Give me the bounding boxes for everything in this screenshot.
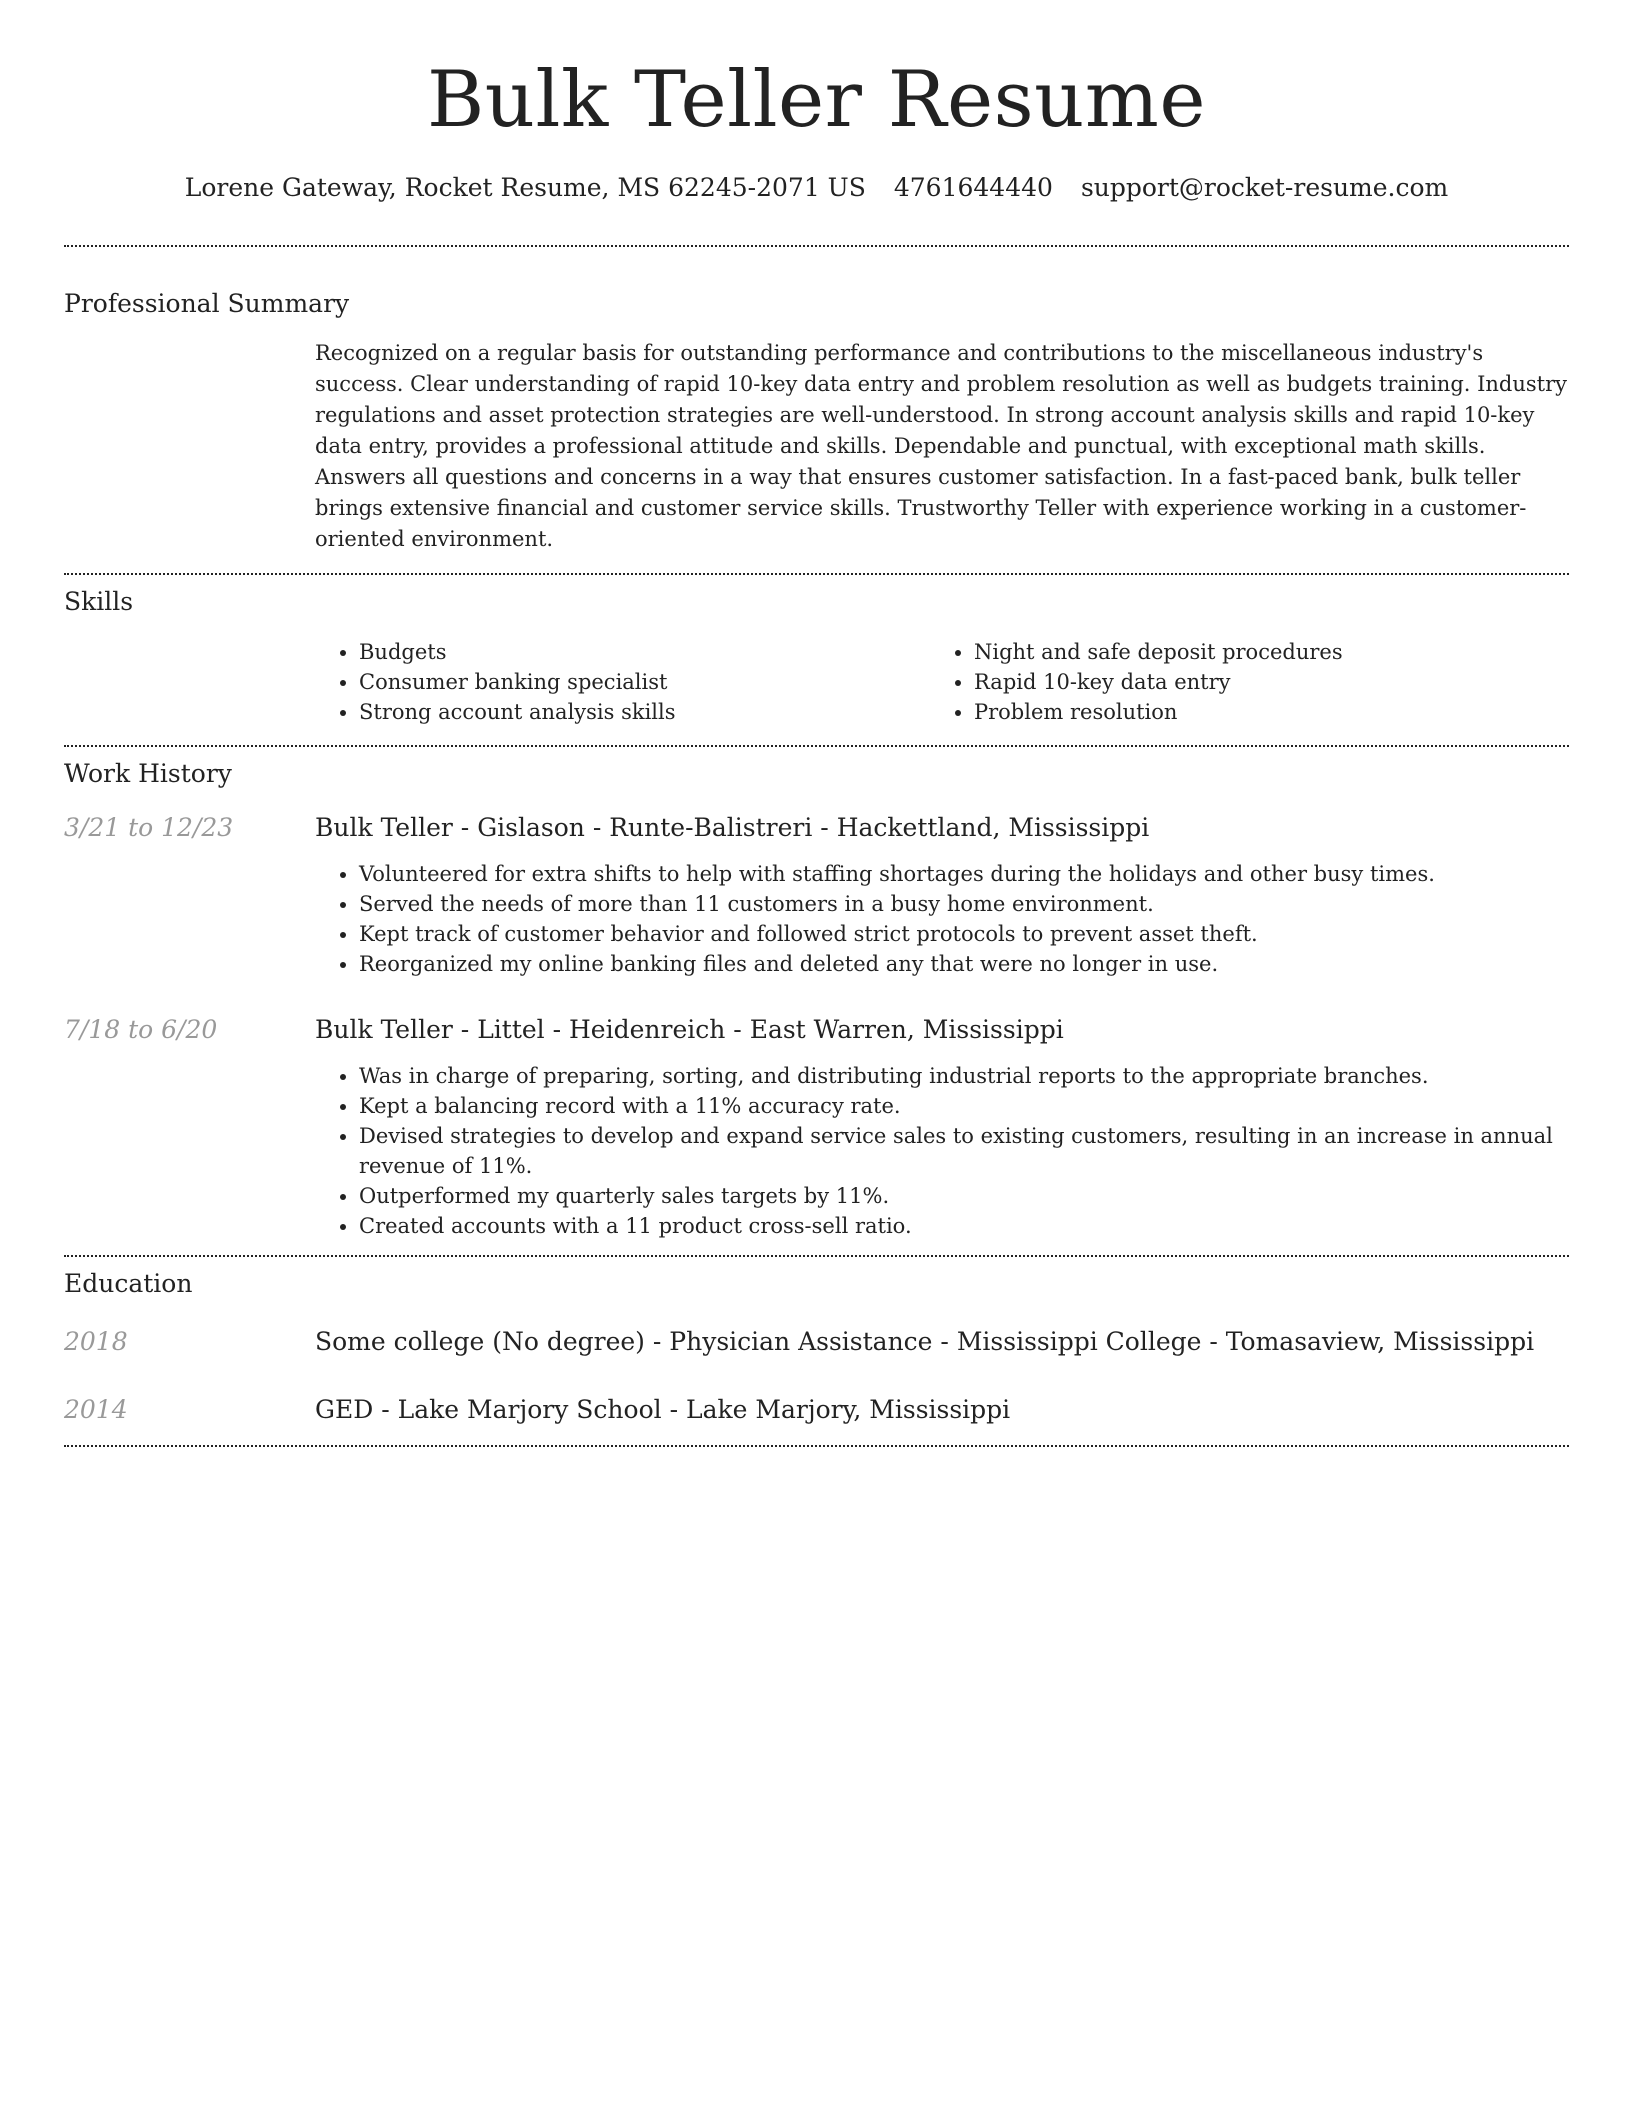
skill-item: • Night and safe deposit procedures [974, 637, 1343, 667]
education-section [64, 1267, 1569, 1427]
job-position: Bulk Teller [315, 1015, 453, 1044]
skill-item: • Rapid 10-key data entry [974, 667, 1343, 697]
job-position: Bulk Teller [315, 813, 453, 842]
section-divider [64, 573, 1569, 575]
skill-item: • Problem resolution [974, 697, 1343, 727]
work-section [64, 757, 1569, 1241]
education-location: Tomasaview, Mississippi [1225, 1327, 1535, 1356]
skills-section [64, 585, 1569, 727]
skills-title: Skills [64, 587, 134, 616]
job-location: East Warren, Mississippi [749, 1015, 1064, 1044]
education-degree: Some college (No degree) - Physician Assistance [315, 1327, 933, 1356]
education-location: Lake Marjory, Mississippi [685, 1395, 1011, 1424]
job-bullets [315, 1061, 1569, 1241]
job-details [315, 1013, 1569, 1241]
job-bullet: • Was in charge of preparing, sorting, and distributing industrial reports to the appropriate branches. [359, 1061, 1569, 1091]
job-bullet: • Kept a balancing record with a 11% accuracy rate. [359, 1091, 1569, 1121]
education-entry [64, 1393, 1569, 1427]
skill-item: • Consumer banking specialist [359, 667, 930, 697]
education-year: 2018 [64, 1327, 128, 1356]
contact-line [64, 170, 1569, 206]
education-year: 2014 [64, 1395, 128, 1424]
skills-column-2 [930, 637, 1343, 727]
job-bullet: • Created accounts with a 11 product cross-sell ratio. [359, 1211, 1569, 1241]
summary-title: Professional Summary [64, 289, 350, 318]
summary-body [315, 338, 1569, 555]
education-heading: Some college (No degree) - Physician Assistance - Mississippi College - Tomasaview, Mississippi [315, 1327, 1535, 1356]
section-divider [64, 1445, 1569, 1447]
section-divider [64, 245, 1569, 247]
resume-page [64, 0, 1569, 1447]
skills-column-1 [315, 637, 930, 727]
job-heading: Bulk Teller - Littel - Heidenreich - East Warren, Mississippi [315, 1015, 1064, 1044]
contact-email: support@rocket-resume.com [1080, 173, 1449, 202]
job-dates: 3/21 to 12/23 [64, 813, 234, 842]
job-bullet: • Reorganized my online banking files and deleted any that were no longer in use. [359, 949, 1569, 979]
contact-address: Lorene Gateway, Rocket Resume, MS 62245-2071 US [184, 173, 866, 202]
job-company: Littel - Heidenreich [477, 1015, 726, 1044]
job-heading: Bulk Teller - Gislason - Runte-Balistreri - Hackettland, Mississippi [315, 813, 1150, 842]
summary-section [64, 287, 1569, 555]
skill-item: • Budgets [359, 637, 930, 667]
job-bullet: • Devised strategies to develop and expand service sales to existing customers, resulting in an increase in annual revenue of 11%. [359, 1121, 1569, 1181]
resume-title: Bulk Teller Resume [426, 55, 1207, 145]
job-bullet: • Outperformed my quarterly sales targets by 11%. [359, 1181, 1569, 1211]
job-dates: 7/18 to 6/20 [64, 1015, 218, 1044]
skills-list [315, 637, 1569, 727]
education-entry [64, 1325, 1569, 1359]
job-entry [64, 1013, 1569, 1241]
job-bullets [315, 859, 1569, 979]
summary-text: Recognized on a regular basis for outstanding performance and contributions to the miscellaneous industry's success. Clear understanding of rapid 10-key data entry and problem resolution as well as budgets training. Industry regulations and asset protection strategies are well-understood. In strong account analysis skills and rapid 10-key data entry, provides a professional attitude and skills. Dependable and punctual, with exceptional math skills. Answers all questions and concerns in a way that ensures customer satisfaction. In a fast-paced bank, bulk teller brings extensive financial and customer service skills. Trustworthy Teller with experience working in a customer-oriented environment. [315, 341, 1568, 551]
skill-item: • Strong account analysis skills [359, 697, 930, 727]
education-school: Mississippi College [956, 1327, 1202, 1356]
education-title: Education [64, 1269, 193, 1298]
job-company: Gislason - Runte-Balistreri [477, 813, 813, 842]
education-school: Lake Marjory School [397, 1395, 662, 1424]
section-divider [64, 745, 1569, 747]
job-details [315, 811, 1569, 979]
work-title: Work History [64, 759, 232, 788]
education-heading: GED - Lake Marjory School - Lake Marjory, Mississippi [315, 1395, 1011, 1424]
job-bullet: • Volunteered for extra shifts to help with staffing shortages during the holidays and other busy times. [359, 859, 1569, 889]
job-bullet: • Kept track of customer behavior and followed strict protocols to prevent asset theft. [359, 919, 1569, 949]
job-bullet: • Served the needs of more than 11 customers in a busy home environment. [359, 889, 1569, 919]
job-entry [64, 811, 1569, 979]
contact-phone: 4761644440 [893, 173, 1053, 202]
section-divider [64, 1255, 1569, 1257]
education-degree: GED [315, 1395, 374, 1424]
job-location: Hackettland, Mississippi [836, 813, 1150, 842]
